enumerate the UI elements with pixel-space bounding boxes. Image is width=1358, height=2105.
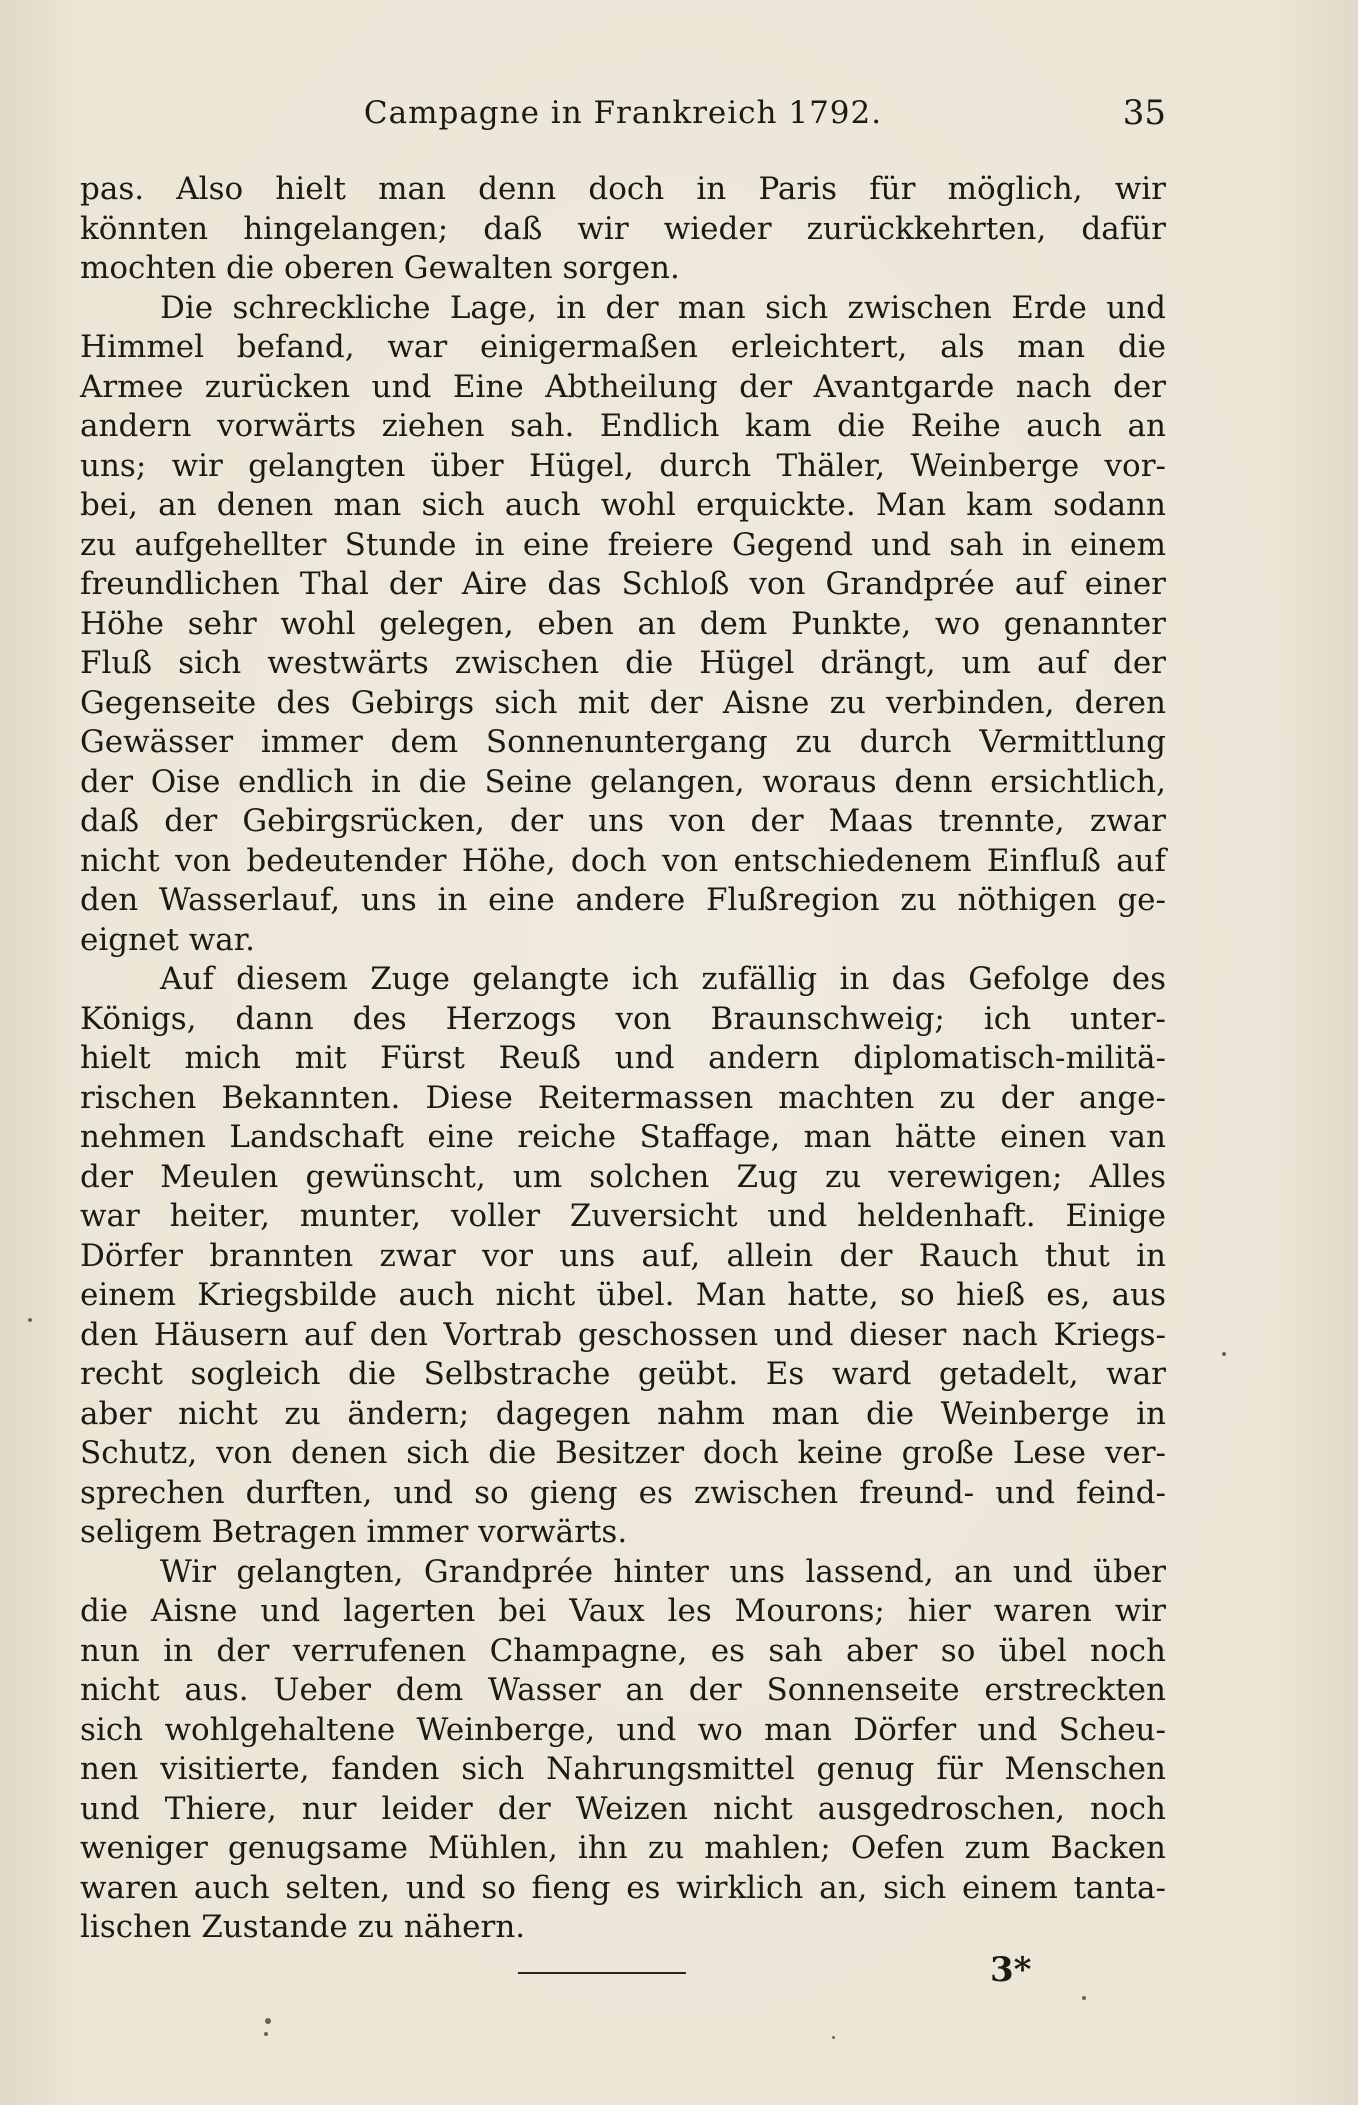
text-line: Himmel befand, war einigermaßen erleichtert, als man die: [80, 329, 1166, 365]
text-line: aber nicht zu ändern; dagegen nahm man die Weinberge in: [80, 1395, 1166, 1432]
text-line: der Oise endlich in die Seine gelangen, woraus denn ersichtlich,: [80, 763, 1166, 800]
paper-speck: [1082, 1996, 1086, 2000]
running-head: Campagne in Frankreich 1792.: [363, 95, 883, 131]
text-line: einem Kriegsbilde auch nicht übel. Man hatte, so hieß es, aus: [80, 1277, 1166, 1313]
text-line: die Aisne und lagerten bei Vaux les Mourons; hier waren wir: [80, 1593, 1166, 1629]
paper-speck: [264, 2032, 268, 2036]
text-line: der Meulen gewünscht, um solchen Zug zu verewigen; Alles: [80, 1158, 1166, 1195]
text-line: Wir gelangten, Grandprée hinter uns lassend, an und über: [160, 1553, 1166, 1590]
text-line: lischen Zustande zu nähern.: [80, 1909, 526, 1945]
text-line: Die schreckliche Lage, in der man sich zwischen Erde und: [160, 289, 1166, 326]
text-line: pas. Also hielt man denn doch in Paris für möglich, wir: [80, 171, 1166, 207]
text-line: nicht von bedeutender Höhe, doch von entschiedenem Einfluß auf: [80, 842, 1166, 879]
text-line: bei, an denen man sich auch wohl erquickte. Man kam sodann: [80, 487, 1166, 523]
text-line: daß der Gebirgsrücken, der uns von der Maas trennte, zwar: [80, 803, 1166, 839]
text-line: Gegenseite des Gebirgs sich mit der Aisne zu verbinden, deren: [80, 684, 1166, 721]
body-text: [80, 170, 1166, 1948]
text-line: Gewässer immer dem Sonnenuntergang zu durch Vermittlung: [80, 724, 1166, 760]
text-line: eignet war.: [80, 921, 256, 958]
text-line: sprechen durften, und so gieng es zwischen freund- und feind-: [80, 1474, 1166, 1511]
text-line: hielt mich mit Fürst Reuß und andern diplomatisch-militä-: [80, 1040, 1166, 1076]
text-line: den Häusern auf den Vortrab geschossen und dieser nach Kriegs-: [80, 1316, 1166, 1353]
page-number: 35: [1122, 93, 1166, 133]
text-line: Auf diesem Zuge gelangte ich zufällig in das Gefolge des: [160, 961, 1166, 997]
text-line: uns; wir gelangten über Hügel, durch Thäler, Weinberge vor-: [80, 447, 1166, 484]
text-line: könnten hingelangen; daß wir wieder zurückkehrten, dafür: [80, 210, 1166, 247]
text-line: weniger genugsame Mühlen, ihn zu mahlen; Oefen zum Backen: [80, 1830, 1166, 1866]
text-line: waren auch selten, und so fieng es wirklich an, sich einem tanta-: [80, 1869, 1166, 1906]
page-header: [80, 88, 1166, 138]
text-line: recht sogleich die Selbstrache geübt. Es ward getadelt, war: [80, 1356, 1166, 1392]
text-line: rischen Bekannten. Diese Reitermassen machten zu der ange-: [80, 1079, 1166, 1116]
text-line: seligem Betragen immer vorwärts.: [80, 1514, 628, 1550]
text-line: freundlichen Thal der Aire das Schloß von Grandprée auf einer: [80, 566, 1166, 602]
text-line: Armee zurücken und Eine Abtheilung der Avantgarde nach der: [80, 368, 1166, 405]
text-line: Fluß sich westwärts zwischen die Hügel drängt, um auf der: [80, 645, 1166, 681]
text-line: nen visitierte, fanden sich Nahrungsmittel genug für Menschen: [80, 1751, 1166, 1787]
text-line: Dörfer brannten zwar vor uns auf, allein der Rauch thut in: [80, 1237, 1166, 1274]
text-line: und Thiere, nur leider der Weizen nicht ausgedroschen, noch: [80, 1790, 1166, 1827]
text-line: Höhe sehr wohl gelegen, eben an dem Punkte, wo genannter: [80, 605, 1166, 642]
text-line: nicht aus. Ueber dem Wasser an der Sonnenseite erstreckten: [80, 1672, 1166, 1708]
text-line: nun in der verrufenen Champagne, es sah aber so übel noch: [80, 1632, 1166, 1669]
text-line: mochten die oberen Gewalten sorgen.: [80, 250, 680, 286]
paper-speck: [832, 2036, 835, 2039]
text-line: den Wasserlauf, uns in eine andere Flußregion zu nöthigen ge-: [80, 882, 1166, 918]
signature-mark: 3*: [990, 1950, 1032, 1990]
text-line: Schutz, von denen sich die Besitzer doch keine große Lese ver-: [80, 1435, 1166, 1471]
text-line: sich wohlgehaltene Weinberge, und wo man Dörfer und Scheu-: [80, 1711, 1166, 1748]
text-line: andern vorwärts ziehen sah. Endlich kam die Reihe auch an: [80, 408, 1166, 444]
paper-speck: [1222, 1352, 1226, 1356]
paper-speck: [265, 2018, 271, 2024]
text-line: Königs, dann des Herzogs von Braunschweig; ich unter-: [80, 1000, 1166, 1037]
paper-speck: [28, 1318, 32, 1322]
text-line: zu aufgehellter Stunde in eine freiere Gegend und sah in einem: [80, 526, 1166, 563]
text-line: nehmen Landschaft eine reiche Staffage, man hätte einen van: [80, 1119, 1166, 1155]
footer-rule: [518, 1972, 686, 1974]
text-line: war heiter, munter, voller Zuversicht und heldenhaft. Einige: [80, 1198, 1166, 1234]
